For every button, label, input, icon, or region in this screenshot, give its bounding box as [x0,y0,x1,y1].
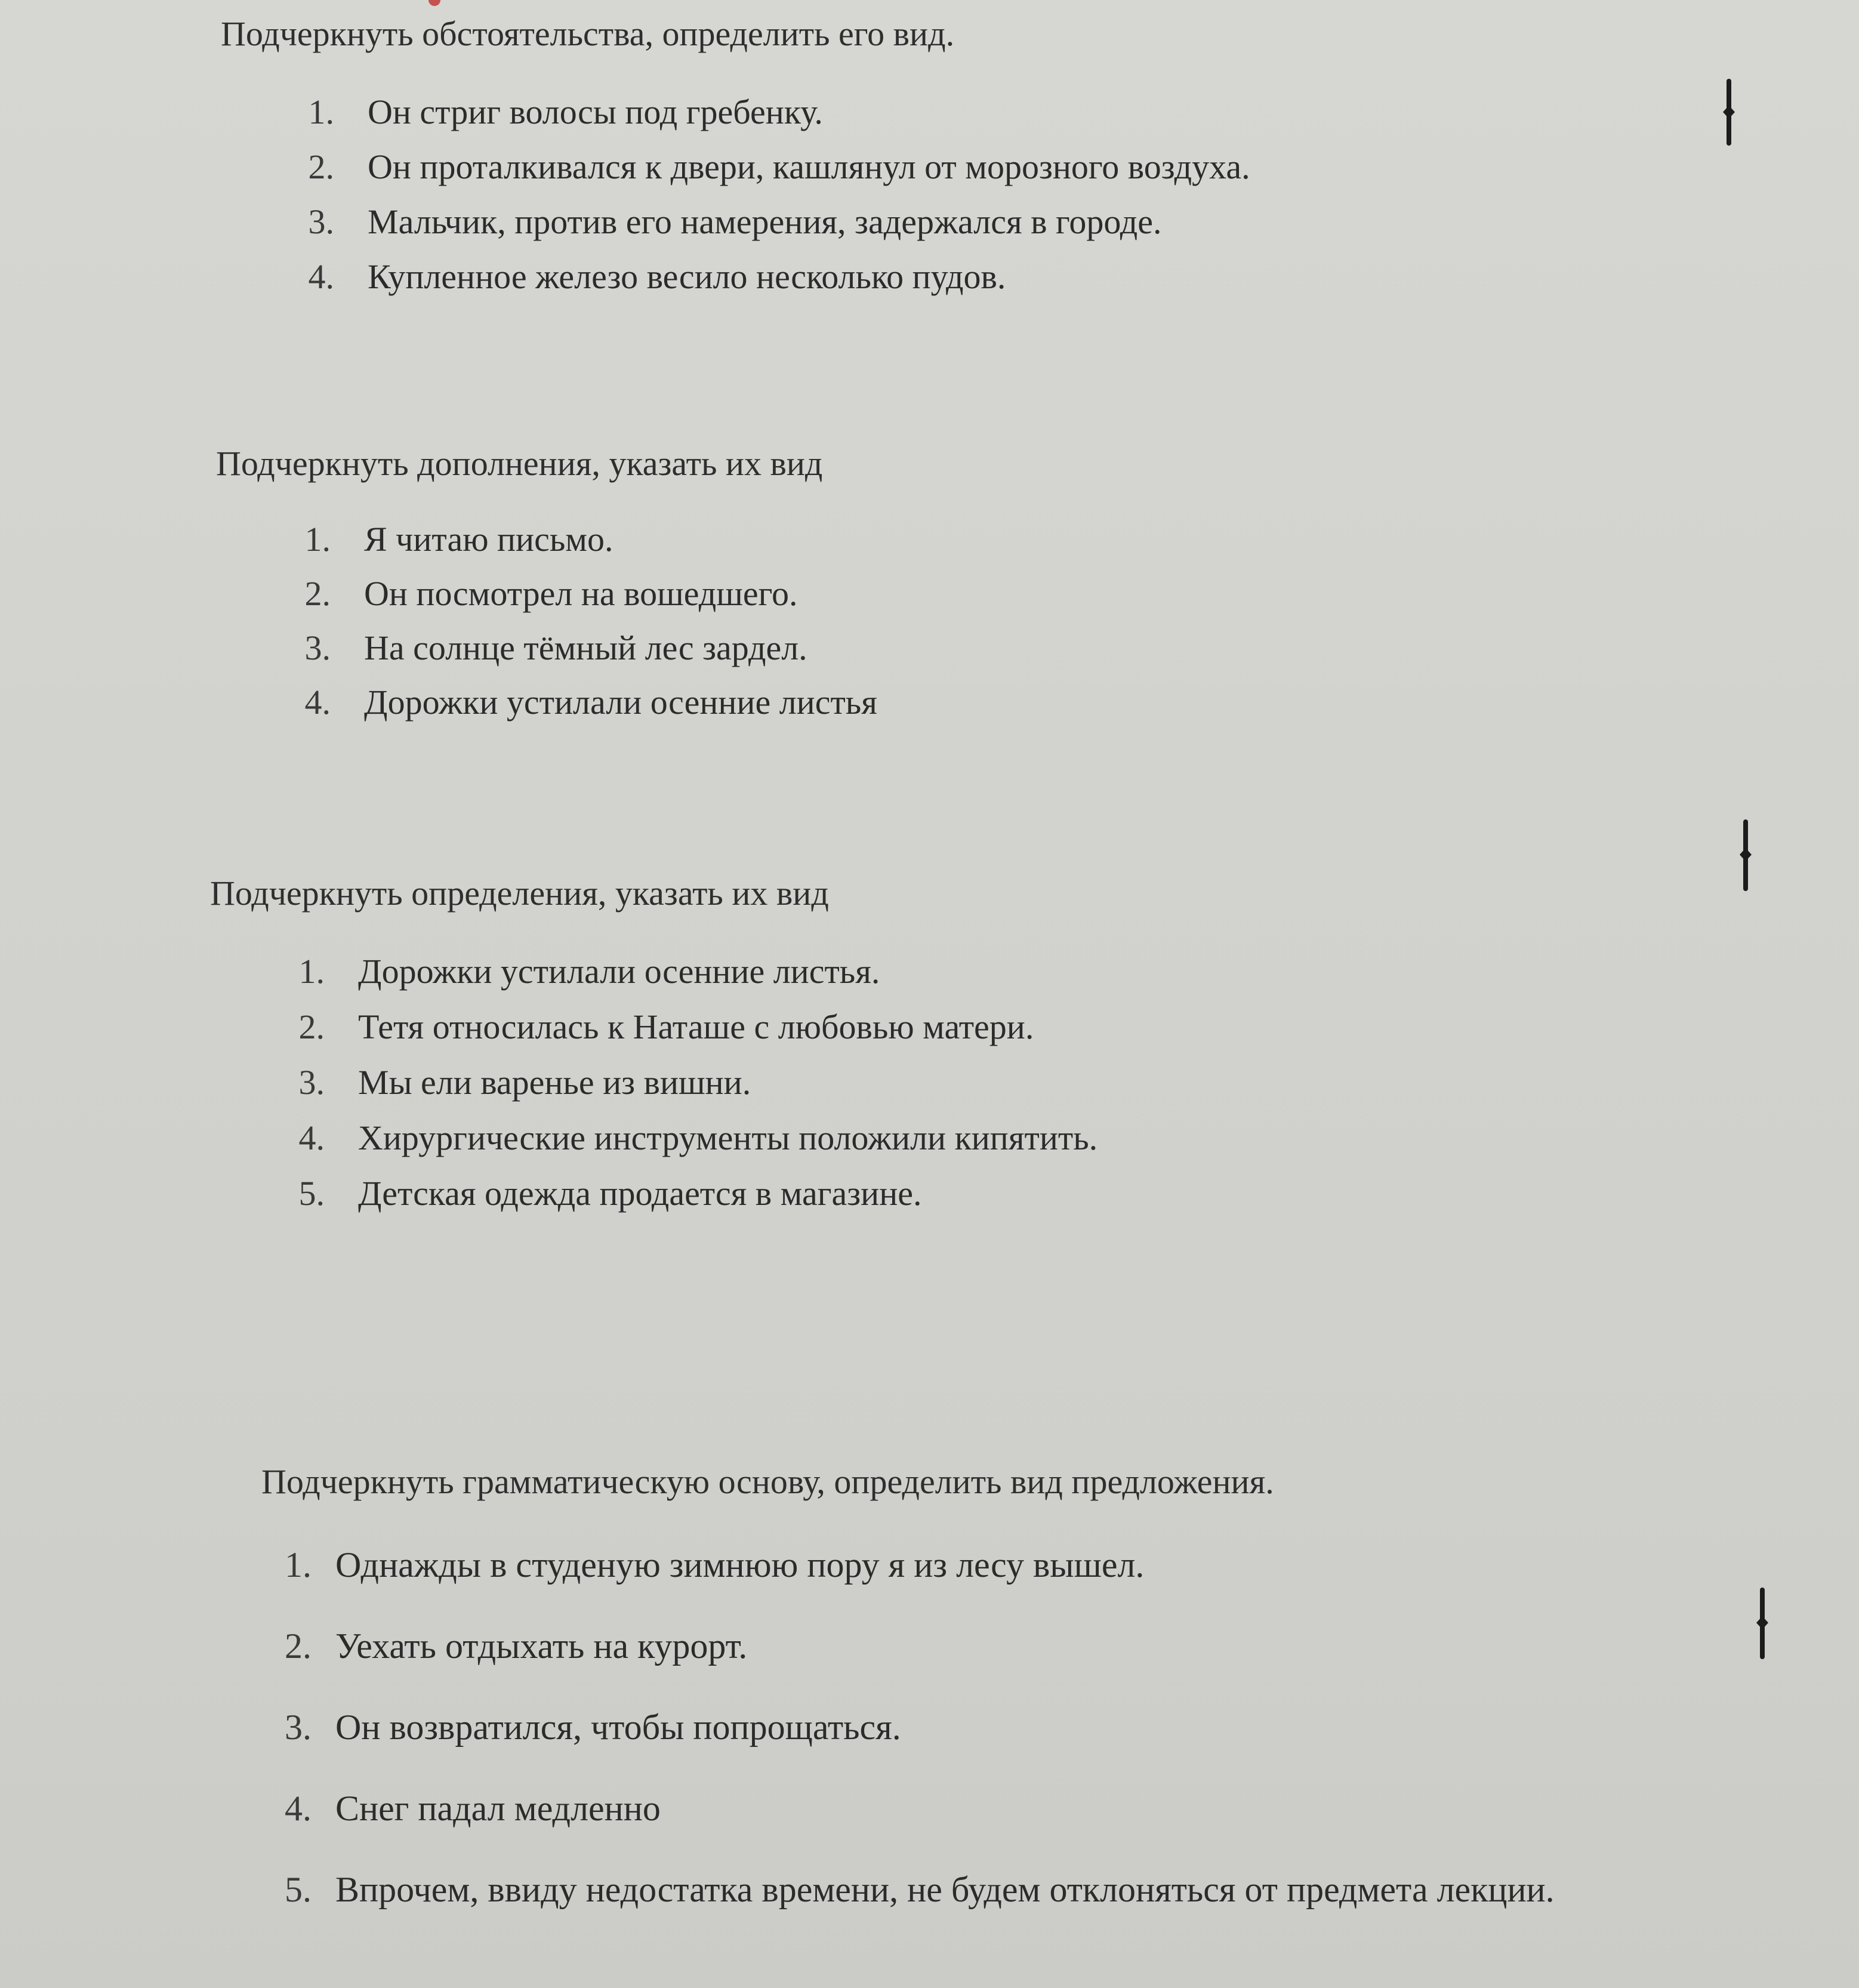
item-number: 3. [308,202,334,241]
list-item [275,147,1250,202]
list-item [261,1626,1555,1707]
item-text: Купленное железо весило несколько пудов. [368,257,1006,296]
list-item [275,92,1250,147]
item-text: Он стриг волосы под гребенку. [368,92,823,131]
list-item [261,1545,1555,1626]
task-section-objects [216,443,877,736]
item-number: 3. [298,1062,325,1102]
item-number: 5. [298,1173,325,1213]
section-heading: Подчеркнуть определения, указать их вид [210,874,829,913]
item-number: 3. [304,628,331,667]
item-text: Он посмотрел на вошедшего. [364,574,798,613]
item-number: 4. [308,257,334,296]
item-text: Дорожки устилали осенние листья. [358,951,880,991]
list-item [265,951,1097,1007]
list-item [271,519,877,574]
item-text: Детская одежда продается в магазине. [358,1173,922,1213]
item-text: Хирургические инструменты положили кипятить. [358,1118,1098,1157]
item-text: На солнце тёмный лес зардел. [364,628,807,667]
list-item [261,1707,1555,1788]
list-item [265,1007,1097,1062]
item-text: Тетя относилась к Наташе с любовью матери. [358,1007,1034,1046]
red-pen-mark [428,0,440,6]
sentence-list [271,519,877,736]
list-item [271,574,877,628]
sentence-list [261,1545,1555,1950]
list-item [271,682,877,736]
item-text: Снег падал медленно [335,1788,661,1828]
section-heading: Подчеркнуть грамматическую основу, определить вид предложения. [261,1462,1274,1501]
list-item [261,1788,1555,1869]
item-number: 4. [285,1788,312,1828]
list-item [265,1173,1097,1229]
staple-mark [1743,819,1748,891]
item-text: Мы ели варенье из вишни. [358,1062,751,1102]
item-text: Я читаю письмо. [364,519,613,559]
list-item [265,1118,1097,1173]
item-number: 2. [308,147,334,186]
item-text: Дорожки устилали осенние листья [364,682,877,722]
list-item [271,628,877,682]
item-number: 1. [285,1545,312,1585]
task-section-grammatical-basis [261,1461,1555,1950]
list-item [275,257,1250,312]
staple-mark [1727,79,1731,146]
item-text: Мальчик, против его намерения, задержался в городе. [368,202,1162,241]
task-section-attributes [210,873,1097,1229]
section-heading: Подчеркнуть дополнения, указать их вид [216,444,823,483]
item-number: 5. [285,1869,312,1909]
sentence-list [265,951,1097,1229]
item-number: 2. [285,1626,312,1666]
item-number: 2. [298,1007,325,1046]
item-number: 1. [298,951,325,991]
section-heading: Подчеркнуть обстоятельства, определить его вид. [221,14,955,53]
item-text: Он возвратился, чтобы попрощаться. [335,1707,901,1747]
item-number: 4. [298,1118,325,1157]
item-number: 2. [304,574,331,613]
item-number: 1. [308,92,334,131]
item-number: 1. [304,519,331,559]
item-number: 3. [285,1707,312,1747]
item-text: Однажды в студеную зимнюю пору я из лесу вышел. [335,1545,1145,1585]
staple-mark [1760,1588,1765,1659]
list-item [265,1062,1097,1118]
task-section-adverbials [221,13,1250,312]
item-text: Уехать отдыхать на курорт. [335,1626,748,1666]
list-item [261,1869,1555,1950]
item-text: Впрочем, ввиду недостатка времени, не будем отклоняться от предмета лекции. [335,1869,1555,1909]
item-number: 4. [304,682,331,722]
sentence-list [275,92,1250,312]
item-text: Он проталкивался к двери, кашлянул от морозного воздуха. [368,147,1250,186]
list-item [275,202,1250,257]
